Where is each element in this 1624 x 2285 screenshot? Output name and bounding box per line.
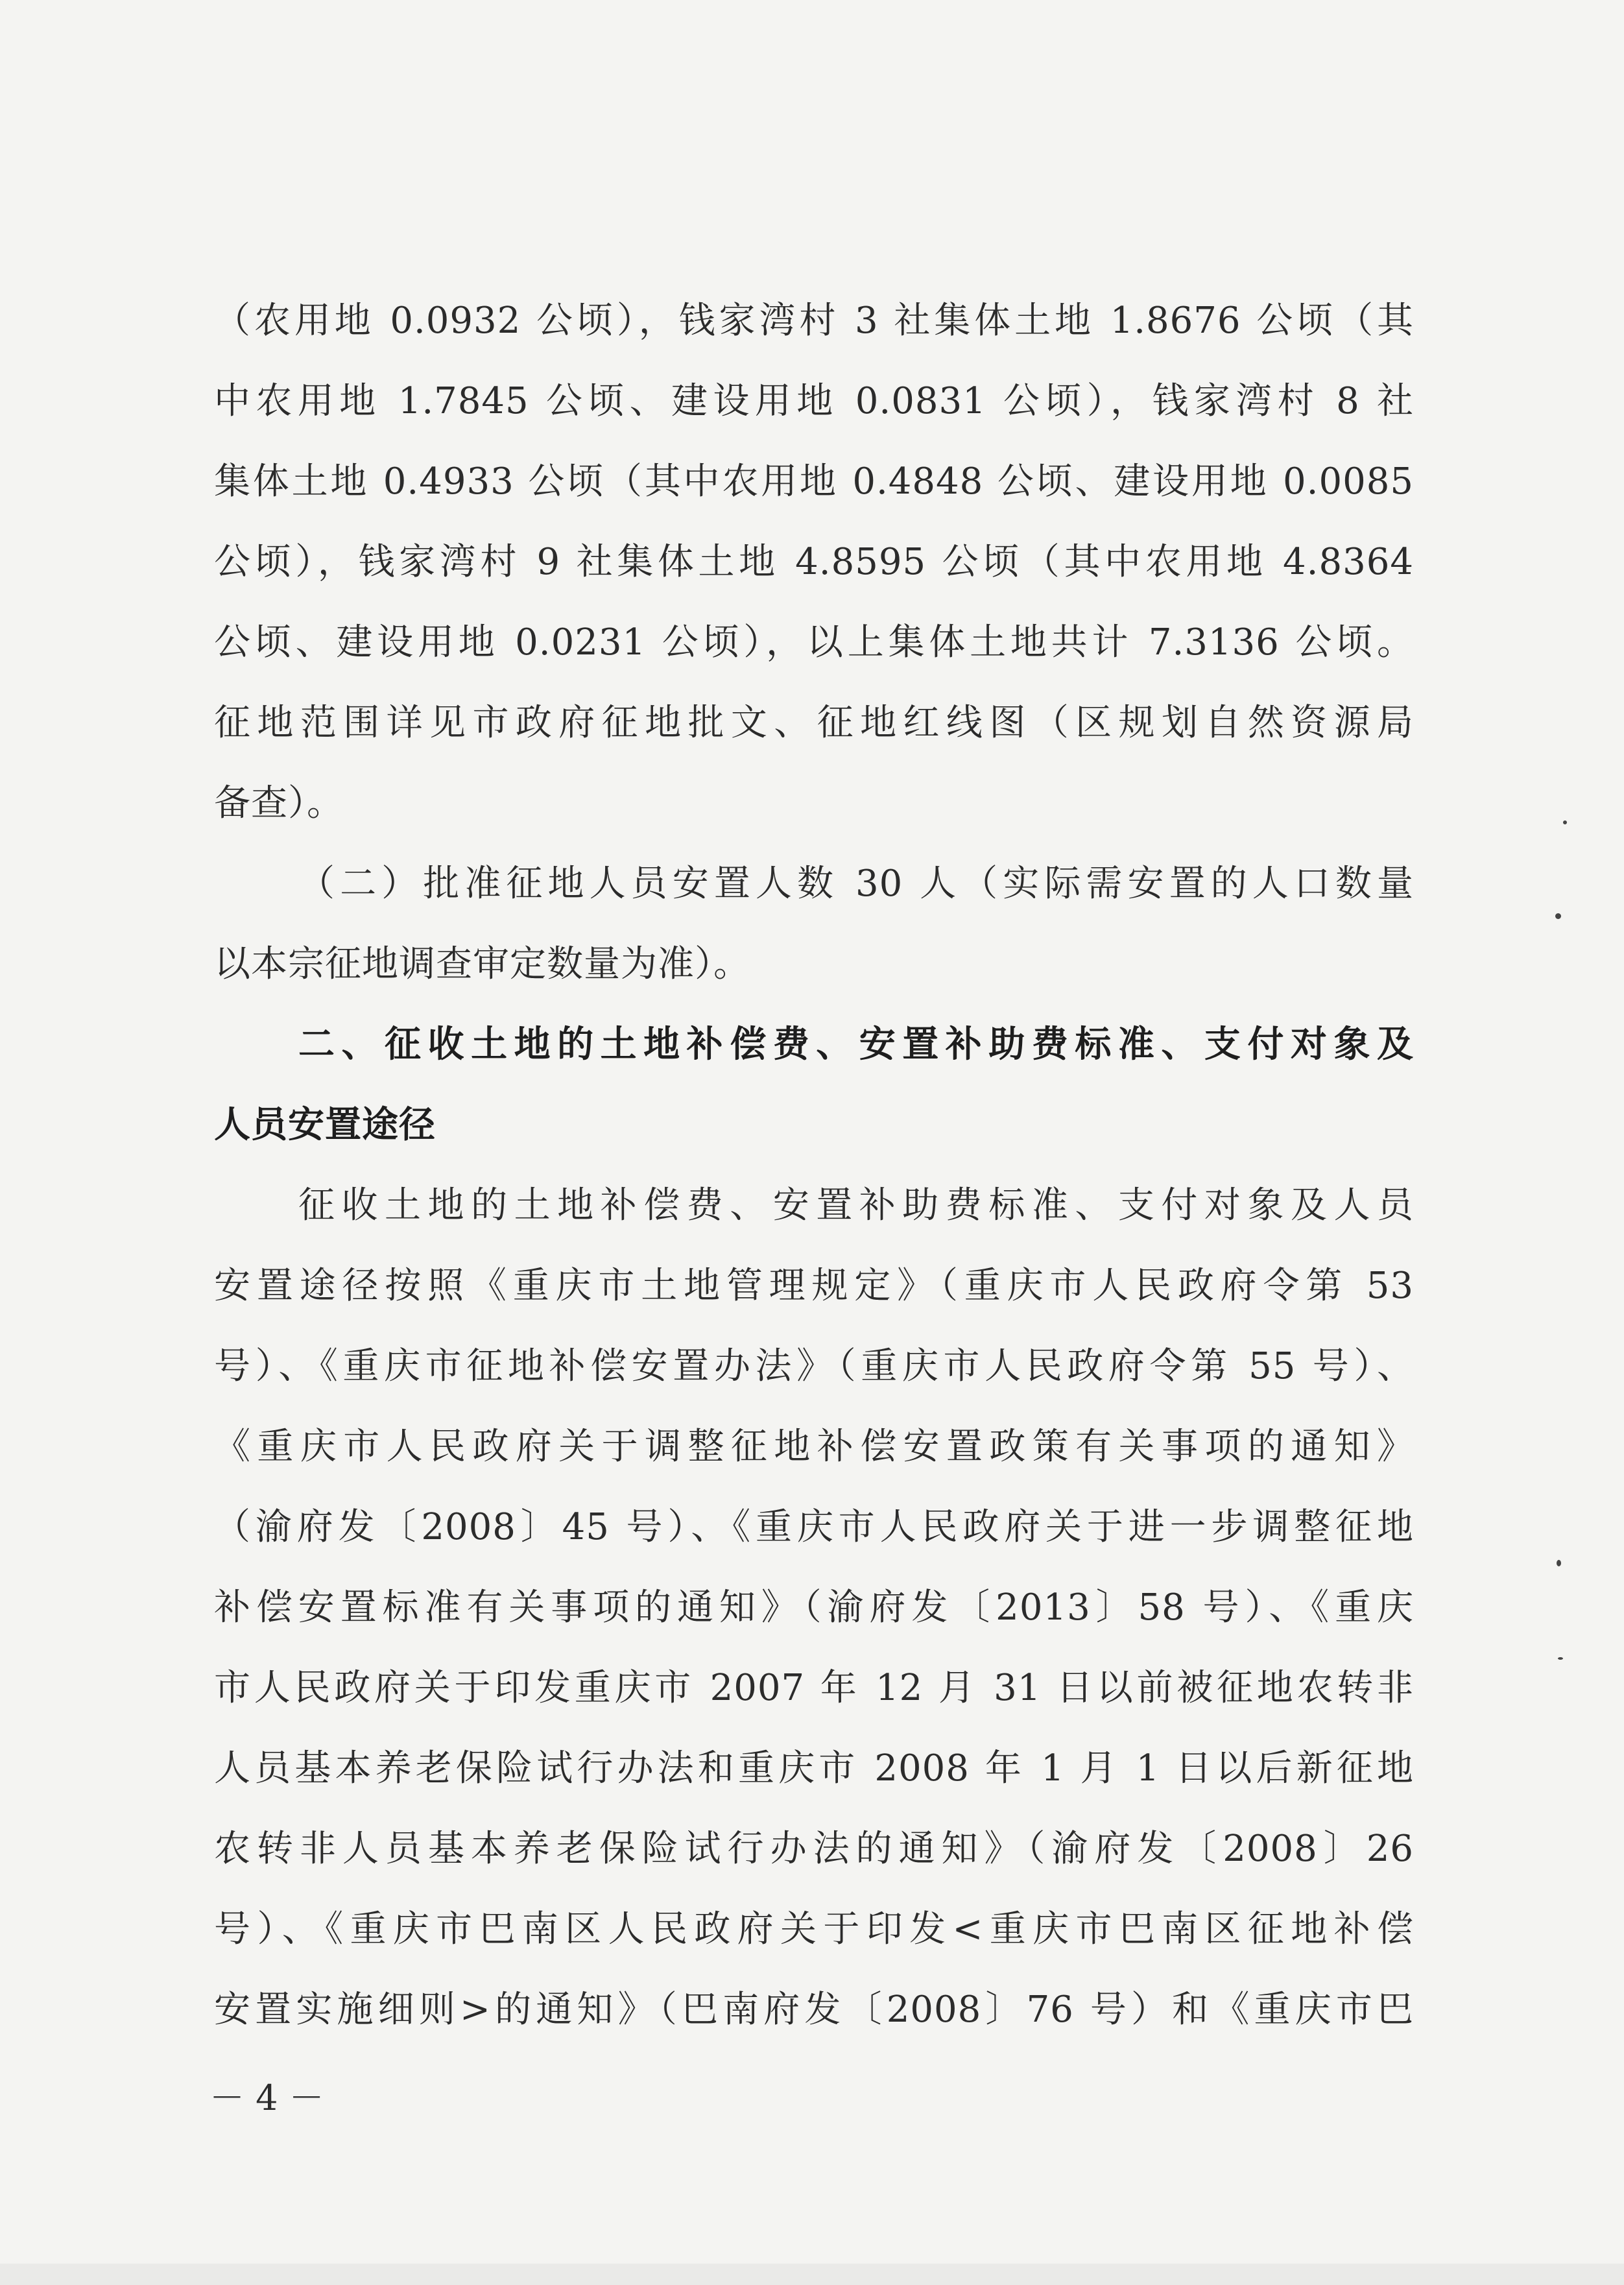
scan-speck: [1563, 820, 1567, 824]
section-heading: 二、征收土地的土地补偿费、安置补助费标准、支付对象及: [298, 1023, 1414, 1066]
body-line: （渝府发〔2008〕45 号）、《重庆市人民政府关于进一步调整征地: [214, 1506, 1414, 1548]
body-line: 补偿安置标准有关事项的通知》（渝府发〔2013〕58 号）、《重庆: [214, 1586, 1414, 1629]
body-line: 集体土地 0.4933 公顷（其中农用地 0.4848 公顷、建设用地 0.0085: [214, 461, 1414, 503]
scan-speck: [1557, 1560, 1561, 1566]
body-line: 以本宗征地调查审定数量为准）。: [214, 943, 750, 985]
body-line: （农用地 0.0932 公顷），钱家湾村 3 社集体土地 1.8676 公顷（其: [214, 300, 1414, 342]
scan-speck: [1555, 913, 1561, 919]
body-line: 征地范围详见市政府征地批文、征地红线图（区规划自然资源局: [214, 702, 1414, 744]
scan-bottom-edge: [0, 2264, 1624, 2285]
body-line: 征收土地的土地补偿费、安置补助费标准、支付对象及人员: [298, 1184, 1414, 1226]
body-line: （二）批准征地人员安置人数 30 人（实际需安置的人口数量: [298, 863, 1414, 905]
body-line: 市人民政府关于印发重庆市 2007 年 12 月 31 日以前被征地农转非: [214, 1667, 1414, 1709]
body-line: 公顷、建设用地 0.0231 公顷），以上集体土地共计 7.3136 公顷。: [214, 621, 1414, 664]
body-line: 安置途径按照《重庆市土地管理规定》（重庆市人民政府令第 53: [214, 1265, 1414, 1307]
body-line: 《重庆市人民政府关于调整征地补偿安置政策有关事项的通知》: [214, 1426, 1414, 1468]
body-line: 中农用地 1.7845 公顷、建设用地 0.0831 公顷），钱家湾村 8 社: [214, 380, 1414, 422]
body-line: 安置实施细则>的通知》（巴南府发〔2008〕76 号）和《重庆市巴: [214, 1989, 1414, 2031]
body-line: 号）、《重庆市征地补偿安置办法》（重庆市人民政府令第 55 号）、: [214, 1345, 1414, 1387]
body-line: 号）、《重庆市巴南区人民政府关于印发<重庆市巴南区征地补偿: [214, 1908, 1414, 1950]
body-line: 农转非人员基本养老保险试行办法的通知》（渝府发〔2008〕26: [214, 1828, 1414, 1870]
page-number: － 4 －: [209, 2077, 324, 2118]
section-heading: 人员安置途径: [214, 1104, 436, 1146]
body-line: 备查）。: [214, 782, 344, 824]
body-line: 公顷），钱家湾村 9 社集体土地 4.8595 公顷（其中农用地 4.8364: [214, 541, 1414, 583]
body-line: 人员基本养老保险试行办法和重庆市 2008 年 1 月 1 日以后新征地: [214, 1747, 1414, 1789]
scan-speck: [1558, 1657, 1563, 1660]
